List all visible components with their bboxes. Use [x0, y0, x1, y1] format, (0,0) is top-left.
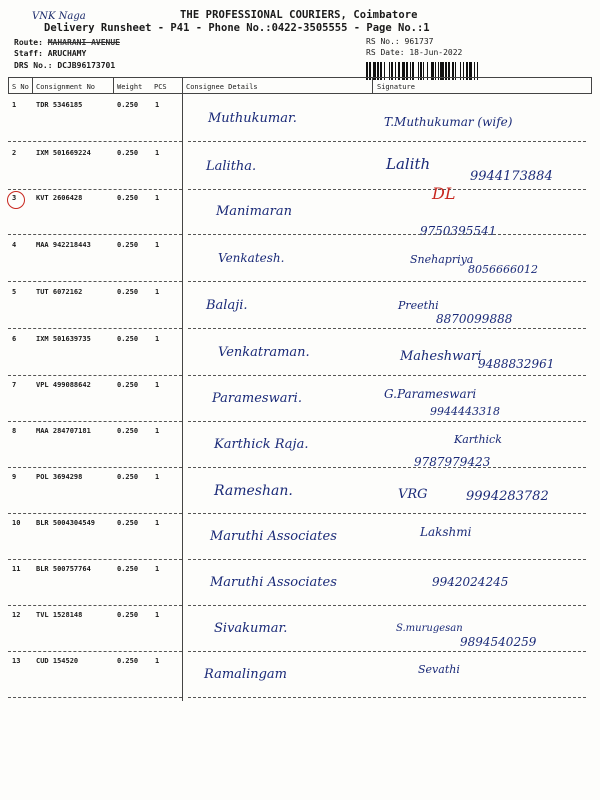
cell-sno: 6 [12, 335, 17, 343]
cell-weight: 0.250 [117, 241, 139, 249]
cell-consignee-handwritten: Balaji. [206, 298, 248, 313]
cell-consignee-handwritten: Maruthi Associates [210, 575, 337, 590]
cell-sno: 5 [12, 288, 17, 296]
drs-row [14, 61, 115, 70]
cell-consignee-handwritten: Lalitha. [206, 159, 257, 174]
cell-signature-handwritten: S.murugesan [396, 623, 463, 634]
cell-pcs: 1 [155, 335, 160, 343]
table-row [8, 188, 592, 234]
cell-sno: 1 [12, 101, 17, 109]
rs-date-label: RS Date: [366, 48, 405, 57]
cell-consignment-no: POL 3694298 [36, 473, 83, 481]
cell-signature-handwritten: T.Muthukumar (wife) [384, 115, 513, 129]
row-separator [8, 141, 182, 142]
row-separator [188, 697, 586, 698]
cell-signature-handwritten: VRG [398, 487, 428, 502]
cell-pcs: 1 [155, 149, 160, 157]
cell-signature-handwritten: Preethi [398, 299, 439, 312]
staff-value: ARUCHAMY [47, 49, 87, 58]
cell-consignment-no: TDR 5346185 [36, 101, 83, 109]
cell-signature-handwritten: Snehapriya [410, 253, 474, 266]
cell-sno: 7 [12, 381, 17, 389]
cell-consignee-handwritten: Muthukumar. [208, 111, 297, 126]
col-divider [113, 77, 114, 94]
cell-pcs: 1 [155, 194, 160, 202]
col-header-consignment: Consignment No [36, 83, 96, 91]
cell-consignee-handwritten: Venkatraman. [218, 345, 310, 360]
cell-signature-handwritten: Sevathi [418, 663, 460, 676]
cell-phone-handwritten: 9944173884 [470, 169, 553, 184]
cell-consignment-no: CUD 154520 [36, 657, 79, 665]
drs-label: DRS No.: [14, 61, 53, 70]
route-label: Route: [14, 38, 43, 47]
col-divider [32, 77, 33, 94]
cell-weight: 0.250 [117, 335, 139, 343]
route-value: MAHARANI AVENUE [47, 38, 120, 47]
cell-signature-handwritten: Lakshmi [420, 525, 472, 539]
staff-label: Staff: [14, 49, 43, 58]
cell-pcs: 1 [155, 657, 160, 665]
cell-phone-handwritten: 9488832961 [478, 357, 555, 371]
route-handwritten-note: VNK Naga [32, 11, 86, 22]
cell-consignment-no: TUT 6072162 [36, 288, 83, 296]
cell-signature-handwritten: G.Parameswari [384, 387, 477, 401]
red-circle-mark [7, 191, 25, 209]
table-header-rule [8, 93, 592, 94]
cell-weight: 0.250 [117, 149, 139, 157]
col-header-pcs: PCS [154, 83, 167, 91]
rs-no-value: 961737 [404, 37, 434, 46]
cell-pcs: 1 [155, 427, 160, 435]
row-separator [188, 141, 586, 142]
cell-consignee-handwritten: Sivakumar. [214, 621, 288, 636]
cell-weight: 0.250 [117, 519, 139, 527]
cell-consignment-no: MAA 284707181 [36, 427, 91, 435]
col-header-signature: Signature [377, 83, 415, 91]
cell-signature-handwritten: Lalith [386, 155, 431, 173]
cell-sno: 12 [12, 611, 21, 619]
cell-pcs: 1 [155, 101, 160, 109]
table-border-right [591, 77, 592, 94]
cell-sno: 4 [12, 241, 17, 249]
cell-phone-handwritten: 8870099888 [436, 312, 513, 326]
cell-consignee-handwritten: Parameswari. [212, 391, 302, 406]
cell-sno: 3 [12, 194, 17, 202]
table-row [8, 651, 592, 697]
drs-value: DCJB96173701 [57, 61, 116, 70]
cell-weight: 0.250 [117, 194, 139, 202]
cell-pcs: 1 [155, 611, 160, 619]
dl-red-mark: DL [432, 184, 456, 203]
cell-weight: 0.250 [117, 427, 139, 435]
cell-phone-handwritten: 9894540259 [460, 635, 537, 649]
cell-consignment-no: BLR 500757764 [36, 565, 91, 573]
rs-date-row [366, 48, 462, 57]
cell-sno: 10 [12, 519, 21, 527]
cell-pcs: 1 [155, 241, 160, 249]
row-separator [8, 697, 182, 698]
cell-pcs: 1 [155, 381, 160, 389]
cell-consignee-handwritten: Karthick Raja. [214, 437, 309, 452]
cell-weight: 0.250 [117, 101, 139, 109]
cell-weight: 0.250 [117, 381, 139, 389]
cell-weight: 0.250 [117, 565, 139, 573]
rs-no-label: RS No.: [366, 37, 400, 46]
cell-signature-handwritten: Karthick [454, 433, 502, 446]
cell-phone-handwritten: 9944443318 [430, 405, 500, 418]
cell-consignment-no: BLR 5004304549 [36, 519, 96, 527]
cell-consignment-no: TVL 1528148 [36, 611, 83, 619]
cell-phone-handwritten: 9942024245 [432, 575, 509, 589]
cell-consignment-no: IXM 501639735 [36, 335, 91, 343]
cell-weight: 0.250 [117, 288, 139, 296]
cell-consignment-no: KVT 2606428 [36, 194, 83, 202]
company-title: THE PROFESSIONAL COURIERS, Coimbatore [180, 9, 418, 21]
cell-phone-handwritten: 9787979423 [414, 455, 491, 469]
cell-signature-handwritten: Maheshwari [400, 349, 482, 364]
cell-consignee-handwritten: Venkatesh. [218, 251, 285, 265]
runsheet-subtitle: Delivery Runsheet - P41 - Phone No.:0422-3505555 - Page No.:1 [44, 22, 430, 34]
route-row [14, 38, 120, 47]
cell-pcs: 1 [155, 288, 160, 296]
cell-weight: 0.250 [117, 657, 139, 665]
col-header-consignee: Consignee Details [186, 83, 258, 91]
cell-pcs: 1 [155, 565, 160, 573]
cell-weight: 0.250 [117, 611, 139, 619]
cell-consignment-no: VPL 499088642 [36, 381, 91, 389]
table-border-left [8, 77, 9, 94]
cell-phone-handwritten: 9994283782 [466, 489, 549, 504]
cell-sno: 11 [12, 565, 21, 573]
col-header-weight: Weight [117, 83, 143, 91]
cell-sno: 13 [12, 657, 21, 665]
cell-consignee-handwritten: Ramalingam [204, 667, 288, 682]
cell-phone-handwritten: 9750395541 [420, 224, 497, 238]
cell-consignment-no: IXM 501669224 [36, 149, 91, 157]
cell-phone-handwritten: 8056666012 [468, 263, 538, 276]
col-divider [372, 77, 373, 94]
cell-pcs: 1 [155, 519, 160, 527]
cell-consignee-handwritten: Rameshan. [214, 483, 293, 499]
cell-consignee-handwritten: Manimaran [216, 204, 293, 219]
col-header-sno: S No [12, 83, 29, 91]
cell-sno: 2 [12, 149, 17, 157]
cell-consignee-handwritten: Maruthi Associates [210, 529, 337, 544]
cell-pcs: 1 [155, 473, 160, 481]
table-top-rule [8, 77, 592, 78]
cell-consignment-no: MAA 942218443 [36, 241, 91, 249]
cell-weight: 0.250 [117, 473, 139, 481]
staff-row [14, 49, 86, 58]
cell-sno: 8 [12, 427, 17, 435]
rs-no-row [366, 37, 433, 46]
rs-date-value: 18-Jun-2022 [409, 48, 463, 57]
cell-sno: 9 [12, 473, 17, 481]
